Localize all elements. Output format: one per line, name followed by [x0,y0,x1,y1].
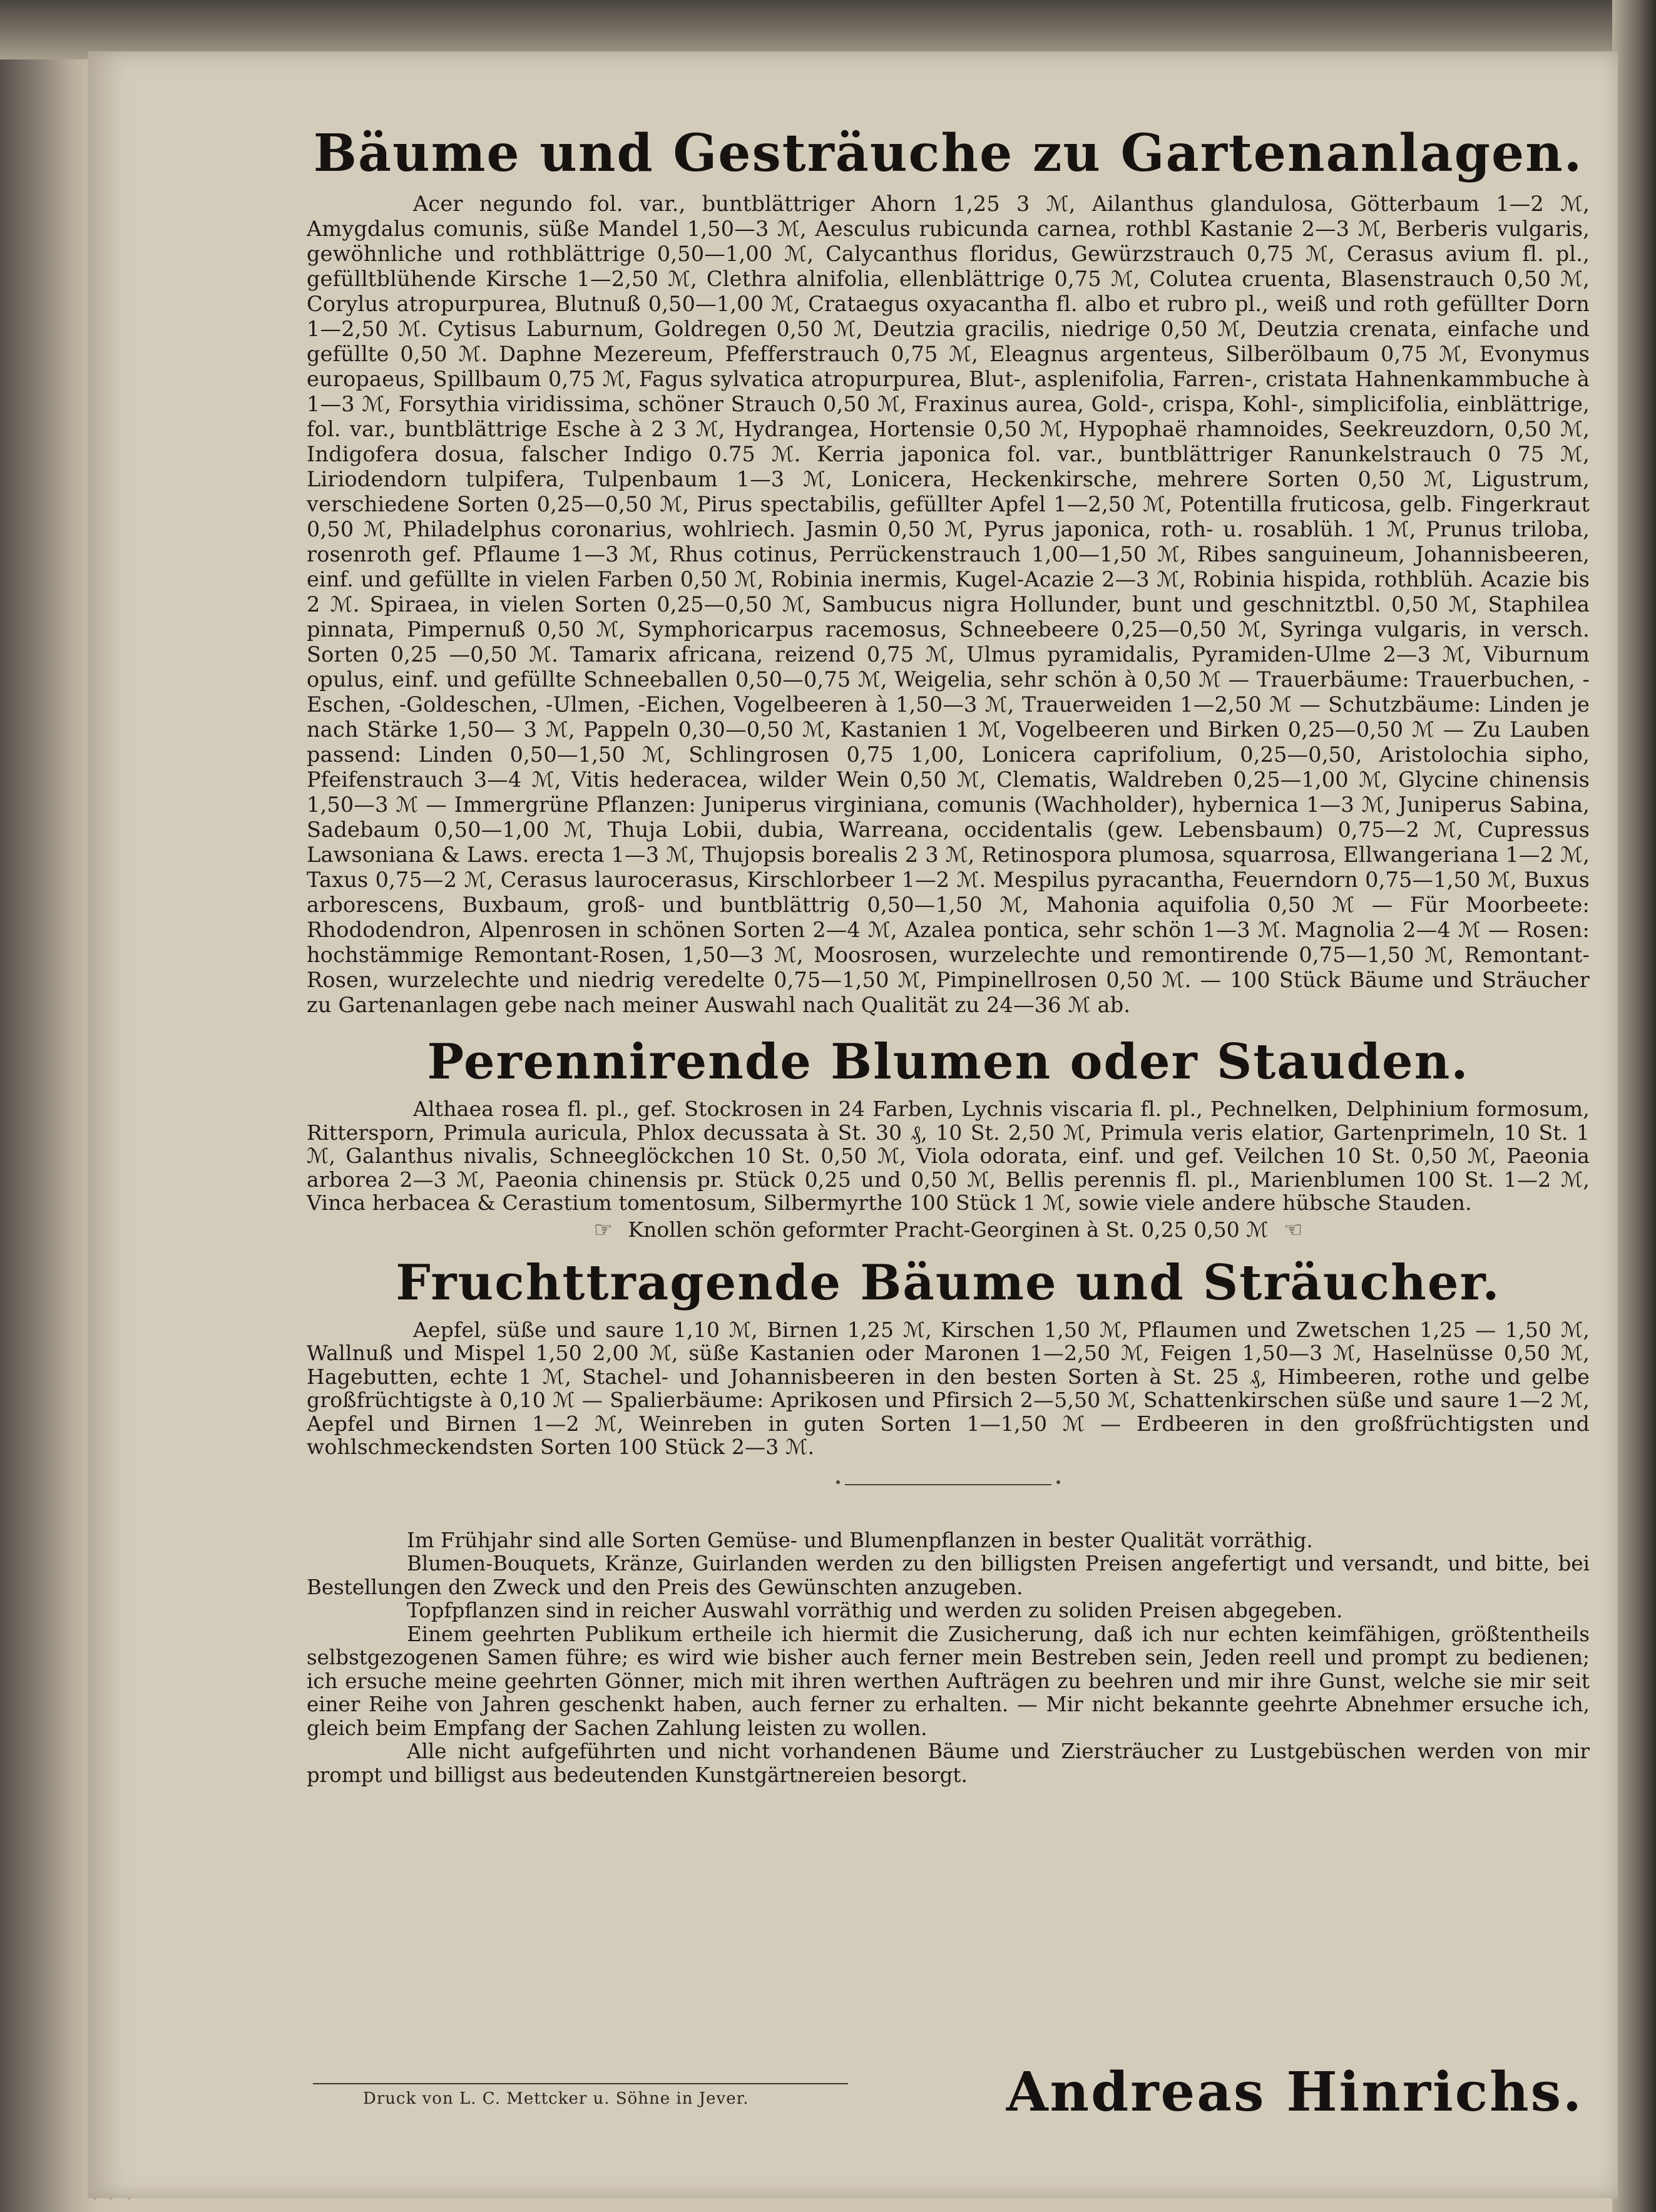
notice-paragraph: Blumen-Bouquets, Kränze, Guirlanden werden zu den billigsten Preisen angefertigt und versandt, und bitte, bei Bestellungen den Zweck und den Preis des Gewünschten anzugeben. [307,1552,1590,1599]
notice-paragraph: Im Frühjahr sind alle Sorten Gemüse- und Blumenpflanzen in bester Qualität vorräthig. [407,1528,1313,1552]
section-divider [845,1484,1051,1485]
tubers-text: Knollen schön geformter Pracht-Georginen à St. 0,25 0,50 ℳ [628,1217,1269,1242]
footer [313,2059,1602,2134]
heading-trees: Bäume und Gesträuche zu Gartenanlagen. [313,123,1583,183]
book-top-edge [0,0,1656,59]
notice-paragraph: Topfpflanzen sind in reicher Auswahl vorräthig und werden zu soliden Preisen abgegeben. [407,1599,1343,1622]
pointing-hand-right-icon: ☞ [593,1217,613,1242]
signature: Andreas Hinrichs. [1006,2061,1583,2124]
book-right-edge [1612,0,1656,2212]
notice-paragraph: Einem geehrten Publikum ertheile ich hiermit die Zusicherung, daß ich nur echten keimfähigen, größtentheils selbstgezogenen Samen führe; es wird wie bisher auch ferner mein Bestreben sein, Jeden reell und prompt zu bedienen; ich ersuche meine geehrten Gönner, mich mit ihren werthen Aufträgen zu beehren und mir ihre Gunst, welche sie mir seit einer Reihe von Jahren geschenkt haben, auch ferner zu erhalten. — Mir nicht bekannte geehrte Abnehmer ersuche ich, gleich beim Empfang der Sachen Zahlung leisten zu wollen. [307,1622,1590,1740]
trees-paragraph: Acer negundo fol. var., buntblättriger Ahorn 1,25 3 ℳ, Ailanthus glandulosa, Götterbaum 1—2 ℳ, Amygdalus comunis, süße Mandel 1,50—3 ℳ, Aesculus rubicunda carnea, rothbl Kastanie 2—3 ℳ, Berberis vulgaris, gewöhnliche und rothblättrige 0,50—1,00 ℳ, Calycanthus floridus, Gewürzstrauch 0,75 ℳ, Cerasus avium fl. pl., gefülltblühende Kirsche 1—2,50 ℳ, Clethra alnifolia, ellenblättrige 0,75 ℳ, Colutea cruenta, Blasenstrauch 0,50 ℳ, Corylus atropurpurea, Blutnuß 0,50—1,00 ℳ, Crataegus oxyacantha fl. albo et rubro pl., weiß und roth gefüllter Dorn 1—2,50 ℳ. Cytisus Laburnum, Goldregen 0,50 ℳ, Deutzia gracilis, niedrige 0,50 ℳ, Deutzia crenata, einfache und gefüllte 0,50 ℳ. Daphne Mezereum, Pfefferstrauch 0,75 ℳ, Eleagnus argenteus, Silberölbaum 0,75 ℳ, Evonymus europaeus, Spillbaum 0,75 ℳ, Fagus sylvatica atropurpurea, Blut-, asplenifolia, Farren-, cristata Hahnenkammbuche à 1—3 ℳ, Forsythia viridissima, schöner Strauch 0,50 ℳ, Fraxinus aurea, Gold-, crispa, Kohl-, simplicifolia, einblättrige, fol. var., buntblättrige Esche à 2 3 ℳ, Hydrangea, Hortensie 0,50 ℳ, Hypophaë rhamnoides, Seekreuzdorn, 0,50 ℳ, Indigofera dosua, falscher Indigo 0.75 ℳ. Kerria japonica fol. var., buntblättriger Ranunkelstrauch 0 75 ℳ, Liriodendorn tulpifera, Tulpenbaum 1—3 ℳ, Lonicera, Heckenkirsche, mehrere Sorten 0,50 ℳ, Ligustrum, verschiedene Sorten 0,25—0,50 ℳ, Pirus spectabilis, gefüllter Apfel 1—2,50 ℳ, Potentilla fruticosa, gelb. Fingerkraut 0,50 ℳ, Philadelphus coronarius, wohlriech. Jasmin 0,50 ℳ, Pyrus japonica, roth- u. rosablüh. 1 ℳ, Prunus triloba, rosenroth gef. Pflaume 1—3 ℳ, Rhus cotinus, Perrückenstrauch 1,00—1,50 ℳ, Ribes sanguineum, Johannisbeeren, einf. und gefüllte in vielen Farben 0,50 ℳ, Robinia inermis, Kugel-Acazie 2—3 ℳ, Robinia hispida, rothblüh. Acazie bis 2 ℳ. Spiraea, in vielen Sorten 0,25—0,50 ℳ, Sambucus nigra Hollunder, bunt und geschnitztbl. 0,50 ℳ, Staphilea pinnata, Pimpernuß 0,50 ℳ, Symphoricarpus racemosus, Schneebeere 0,25—0,50 ℳ, Syringa vulgaris, in versch. Sorten 0,25 —0,50 ℳ. Tamarix africana, reizend 0,75 ℳ, Ulmus pyramidalis, Pyramiden-Ulme 2—3 ℳ, Viburnum opulus, einf. und gefüllte Schneeballen 0,50—0,75 ℳ, Weigelia, sehr schön à 0,50 ℳ — Trauerbäume: Trauerbuchen, -Eschen, -Goldeschen, -Ulmen, -Eichen, Vogelbeeren à 1,50—3 ℳ, Trauerweiden 1—2,50 ℳ — Schutzbäume: Linden je nach Stärke 1,50— 3 ℳ, Pappeln 0,30—0,50 ℳ, Kastanien 1 ℳ, Vogelbeeren und Birken 0,25—0,50 ℳ — Zu Lauben passend: Linden 0,50—1,50 ℳ, Schlingrosen 0,75 1,00, Lonicera caprifolium, 0,25—0,50, Aristolochia sipho, Pfeifenstrauch 3—4 ℳ, Vitis hederacea, wilder Wein 0,50 ℳ, Clematis, Waldreben 0,25—1,00 ℳ, Glycine chinensis 1,50—3 ℳ — Immergrüne Pflanzen: Juniperus virginiana, comunis (Wachholder), hybernica 1—3 ℳ, Juniperus Sabina, Sadebaum 0,50—1,00 ℳ, Thuja Lobii, dubia, Warreana, occidentalis (gew. Lebensbaum) 0,75—2 ℳ, Cupressus Lawsoniana & Laws. erecta 1—3 ℳ, Thujopsis borealis 2 3 ℳ, Retinospora plumosa, squarrosa, Ellwangeriana 1—2 ℳ, Taxus 0,75—2 ℳ, Cerasus laurocerasus, Kirschlorbeer 1—2 ℳ. Mespilus pyracantha, Feuerndorn 0,75—1,50 ℳ, Buxus arborescens, Buxbaum, groß- und buntblättrig 0,50—1,50 ℳ, Mahonia aquifolia 0,50 ℳ — Für Moorbeete: Rhododendron, Alpenrosen in schönen Sorten 2—4 ℳ, Azalea pontica, sehr schön 1—3 ℳ. Magnolia 2—4 ℳ — Rosen: hochstämmige Remontant-Rosen, 1,50—3 ℳ, Moosrosen, wurzelechte und remontirende 0,75—1,50 ℳ, Remontant-Rosen, wurzelechte und niedrig veredelte 0,75—1,50 ℳ, Pimpinellrosen 0,50 ℳ. — 100 Stück Bäume und Sträucher zu Gartenanlagen gebe nach meiner Auswahl nach Qualität zu 24—36 ℳ ab. [307,192,1590,1017]
advertisement-content [307,119,1590,1787]
notice-paragraph: Alle nicht aufgeführten und nicht vorhandenen Bäume und Ziersträucher zu Lustgebüschen werden von mir prompt und billigst aus bedeutenden Kunstgärtnereien besorgt. [307,1739,1590,1787]
footer-rule [313,2083,848,2084]
heading-fruit: Fruchttragende Bäume und Sträucher. [396,1254,1501,1311]
tubers-line [307,1216,1590,1244]
heading-perennials: Perennirende Blumen oder Stauden. [427,1033,1469,1090]
fruit-paragraph: Aepfel, süße und saure 1,10 ℳ, Birnen 1,25 ℳ, Kirschen 1,50 ℳ, Pflaumen und Zwetschen 1,25 — 1,50 ℳ, Wallnuß und Mispel 1,50 2,00 ℳ, süße Kastanien oder Maronen 1—2,50 ℳ, Feigen 1,50—3 ℳ, Haselnüsse 0,50 ℳ, Hagebutten, echte 1 ℳ, Stachel- und Johannisbeeren in den besten Sorten à St. 25 ₰, Himbeeren, rothe und gelbe großfrüchtigste à 0,10 ℳ — Spalierbäume: Aprikosen und Pfirsich 2—5,50 ℳ, Schattenkirschen süße und saure 1—2 ℳ, Aepfel und Birnen 1—2 ℳ, Weinreben in guten Sorten 1—1,50 ℳ — Erdbeeren in den großfrüchtigsten und wohlschmeckendsten Sorten 100 Stück 2—3 ℳ. [307,1317,1590,1459]
pointing-hand-left-icon: ☜ [1284,1217,1303,1242]
printer-imprint: Druck von L. C. Mettcker u. Söhne in Jever. [363,2089,749,2108]
perennials-paragraph: Althaea rosea fl. pl., gef. Stockrosen in 24 Farben, Lychnis viscaria fl. pl., Pechnelken, Delphinium formosum, Rittersporn, Primula auricula, Phlox decussata à St. 30 ₰, 10 St. 2,50 ℳ, Primula veris elatior, Gartenprimeln, 10 St. 1 ℳ, Galanthus nivalis, Schneeglöckchen 10 St. 0,50 ℳ, Viola odorata, einf. und gef. Veilchen 10 St. 0,50 ℳ, Paeonia arborea 2—3 ℳ, Paeonia chinensis pr. Stück 0,25 und 0,50 ℳ, Bellis perennis fl. pl., Marienblumen 100 St. 1—2 ℳ, Vinca herbacea & Cerastium tomentosum, Silbermyrthe 100 Stück 1 ℳ, sowie viele andere hübsche Stauden. [307,1097,1590,1215]
